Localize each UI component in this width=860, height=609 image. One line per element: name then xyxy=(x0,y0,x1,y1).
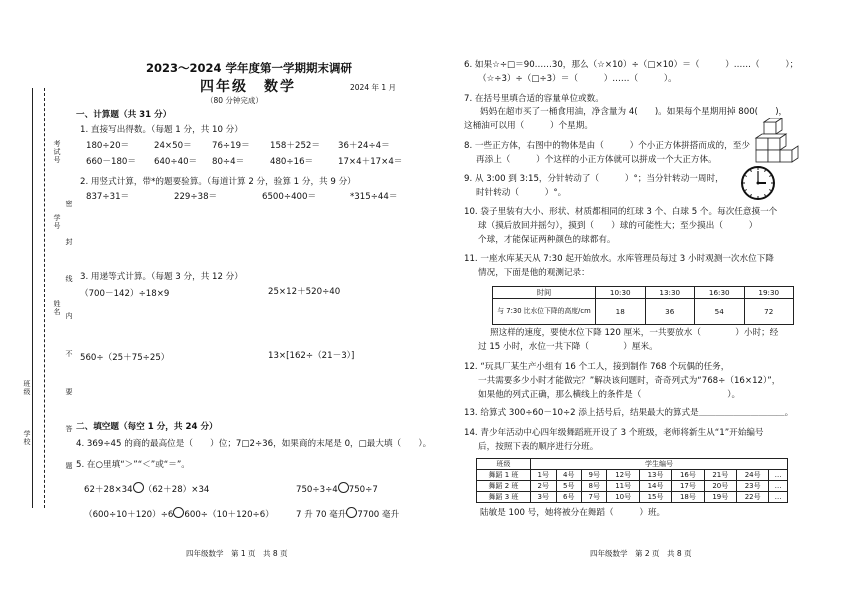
q8-text-b: 再添上（ ）个这样的小正方体就可以拼成一个大正方体。 xyxy=(476,155,717,165)
q11-text-d: 过 15 小时，水位一共下降（ ）厘米。 xyxy=(478,342,658,352)
class-cell: … xyxy=(769,481,788,492)
observation-table xyxy=(492,286,794,325)
obs-value-cell: 72 xyxy=(744,299,794,325)
class-cell: 12号 xyxy=(607,470,639,481)
q2-item: 6500÷400＝ xyxy=(262,192,317,202)
q12-text: 12. “玩具厂某生产小组有 16 个工人，接到制作 768 个玩偶的任务， xyxy=(464,362,730,372)
seal-word: 题 xyxy=(65,462,73,470)
q9-text-b: 时针转动（ ）°。 xyxy=(476,188,567,198)
q2-item: 837÷31＝ xyxy=(86,192,130,202)
q5-row1-right xyxy=(296,482,378,496)
class-cell: 11号 xyxy=(607,481,639,492)
duration: （80 分钟完成） xyxy=(206,96,263,105)
class-cell: … xyxy=(769,492,788,503)
obs-header-cell: 时间 xyxy=(493,287,596,299)
obs-value-cell: 54 xyxy=(695,299,745,325)
class-cell: 18号 xyxy=(672,492,704,503)
class-cell: 8号 xyxy=(581,481,606,492)
q7-text-b: 妈妈在超市买了一桶食用油，净含量为 4( )。如果每个星期用掉 800( )， xyxy=(480,107,788,117)
q3-item: （700－142）÷18×9 xyxy=(80,289,170,299)
q1-item: 640÷40＝ xyxy=(154,157,198,167)
q4-text: 4. 369÷45 的商的最高位是（ ）位；7□2÷36，如果商的末尾是 0，□最大填（ ）。 xyxy=(76,439,432,449)
class-name: 舞蹈 1 班 xyxy=(477,470,531,481)
binding-line-right xyxy=(44,88,45,508)
q1-item: 24×50＝ xyxy=(154,141,192,151)
margin-label-school: 学校 xyxy=(23,430,31,446)
class-cell: 2号 xyxy=(531,481,556,492)
binding-line-left xyxy=(32,88,33,508)
seal-word: 答 xyxy=(65,425,73,433)
class-cell: 9号 xyxy=(581,470,606,481)
q11-text-c: 照这样的速度，要使水位下降 120 厘米，一共要放水（ ）小时；经 xyxy=(490,328,779,338)
q13-text: 13. 给算式 300÷60－10÷2 添上括号后，结果最大的算式是＿＿＿＿＿＿＿＿＿＿。 xyxy=(464,408,794,418)
q12-text-c: 如果他的列式正确，那么横线上的条件是（ ）。 xyxy=(478,390,741,400)
clock-figure xyxy=(740,165,776,201)
q3-item: 560÷（25＋75÷25） xyxy=(80,353,170,363)
q8-text: 8. 一些正方体，右图中的物体是由（ ）个小正方体拼搭而成的，至少 xyxy=(464,141,750,151)
q1-item: 158＋252＝ xyxy=(270,141,320,151)
class-cell: 21号 xyxy=(704,470,736,481)
q14-text-b: 后，按照下表的顺序进行分班。 xyxy=(478,442,599,452)
class-cell: … xyxy=(769,470,788,481)
footer-page1: 四年级数学 第 1 页 共 8 页 xyxy=(186,549,288,558)
class-header-right: 学生编号 xyxy=(531,459,788,470)
obs-value-cell: 18 xyxy=(596,299,646,325)
class-cell: 5号 xyxy=(556,481,581,492)
q5-row2-left xyxy=(84,507,274,521)
seal-word: 封 xyxy=(65,238,73,246)
margin-label-exam-no: 考试号 xyxy=(53,140,61,164)
class-name: 舞蹈 2 班 xyxy=(477,481,531,492)
q11-text-b: 情况，下面是他的观测记录： xyxy=(478,268,590,278)
exam-date: 2024 年 1 月 xyxy=(350,83,397,92)
class-name: 舞蹈 3 班 xyxy=(477,492,531,503)
class-cell: 23号 xyxy=(736,481,768,492)
class-cell: 7号 xyxy=(581,492,606,503)
q1-item: 80÷4＝ xyxy=(212,157,245,167)
expr: 7 升 70 毫升 xyxy=(296,510,347,520)
expr: 600÷（10＋120÷6） xyxy=(184,510,274,520)
compare-circle[interactable] xyxy=(133,482,144,493)
class-cell: 24号 xyxy=(736,470,768,481)
class-cell: 16号 xyxy=(672,470,704,481)
margin-label-name: 姓名 xyxy=(53,300,61,316)
expr: 750÷7 xyxy=(348,485,378,495)
grade-subject: 四年级 数学 xyxy=(200,79,296,95)
footer-page2: 四年级数学 第 2 页 共 8 页 xyxy=(590,549,692,558)
q10-text-b: 球（摸后放回并摇匀），摸到（ ）球的可能性大；至少摸出（ ） xyxy=(478,221,758,231)
q5-heading: 5. 在○里填“＞”“＜”或“＝”。 xyxy=(76,460,190,470)
compare-circle[interactable] xyxy=(338,482,349,493)
class-cell: 13号 xyxy=(639,470,671,481)
q3-item: 13×[162÷（21－3）] xyxy=(268,351,355,361)
class-cell: 22号 xyxy=(736,492,768,503)
compare-circle[interactable] xyxy=(173,507,184,518)
section1-heading: 一、计算题（共 31 分） xyxy=(76,110,172,120)
class-cell: 20号 xyxy=(704,481,736,492)
class-cell: 15号 xyxy=(639,492,671,503)
expr: （600÷10＋120）÷6 xyxy=(84,510,174,520)
class-cell: 17号 xyxy=(672,481,704,492)
obs-row-label: 与 7:30 比水位下降的高度/cm xyxy=(493,299,596,325)
class-header-left: 班级 xyxy=(477,459,531,470)
q3-heading: 3. 用递等式计算。（每题 3 分，共 12 分） xyxy=(80,272,243,282)
compare-circle[interactable] xyxy=(346,507,357,518)
q14-text: 14. 青少年活动中心四年级舞蹈班开设了 3 个班级，老师将新生从“1”开始编号 xyxy=(464,428,764,438)
expr: 7700 毫升 xyxy=(357,510,400,520)
margin-label-class: 班级 xyxy=(23,380,31,396)
obs-header-cell: 13:30 xyxy=(645,287,695,299)
q7-text-c: 这桶油可以用（ ）个星期。 xyxy=(464,121,593,131)
class-cell: 19号 xyxy=(704,492,736,503)
obs-header-cell: 16:30 xyxy=(695,287,745,299)
class-cell: 6号 xyxy=(556,492,581,503)
class-cell: 1号 xyxy=(531,470,556,481)
q10-text-c: 个球，才能保证两种颜色的球都有。 xyxy=(478,235,616,245)
q6-text: 6. 如果☆÷□＝90……30，那么（☆×10）÷（□×10）＝（ ）……（ ）； xyxy=(464,60,799,70)
class-table xyxy=(476,458,788,503)
q7-text: 7. 在括号里填合适的容量单位或数。 xyxy=(464,94,604,104)
q5-row2-right xyxy=(296,507,399,521)
class-cell: 14号 xyxy=(639,481,671,492)
seal-word: 要 xyxy=(65,388,73,396)
expr: 62＋28×34 xyxy=(84,485,133,495)
q1-item: 660－180＝ xyxy=(86,157,136,167)
obs-header-cell: 10:30 xyxy=(596,287,646,299)
q9-text: 9. 从 3:00 到 3:15，分针转动了（ ）°；当分针转动一周时， xyxy=(464,174,724,184)
exam-title: 2023～2024 学年度第一学期期末调研 xyxy=(146,61,353,75)
seal-word: 不 xyxy=(65,350,73,358)
q1-heading: 1. 直接写出得数。（每题 1 分，共 10 分） xyxy=(80,125,243,135)
q3-item: 25×12＋520÷40 xyxy=(268,287,341,297)
margin-label-student-no: 学号 xyxy=(53,214,61,230)
seal-word: 密 xyxy=(65,200,73,208)
q14-text-c: 陆敏是 100 号，她将被分在舞蹈（ ）班。 xyxy=(480,508,666,518)
q6-text-b: （☆÷3）÷（□÷3）＝（ ）……（ ）。 xyxy=(478,74,677,84)
expr: （62＋28）×34 xyxy=(143,485,210,495)
q2-heading: 2. 用竖式计算，带*的题要验算。（每道计算 2 分，验算 1 分，共 9 分） xyxy=(80,177,356,187)
expr: 750÷3÷4 xyxy=(296,485,338,495)
q1-item: 76÷19＝ xyxy=(212,141,250,151)
cube-stack-figure xyxy=(752,118,802,166)
q2-item: 229÷38＝ xyxy=(174,192,218,202)
q1-item: 36＋24÷4＝ xyxy=(338,141,390,151)
section2-heading: 二、填空题（每空 1 分，共 24 分） xyxy=(76,422,218,432)
q1-item: 480÷16＝ xyxy=(270,157,314,167)
class-cell: 3号 xyxy=(531,492,556,503)
seal-word: 线 xyxy=(65,275,73,283)
obs-value-cell: 36 xyxy=(645,299,695,325)
q2-item: *315÷44＝ xyxy=(350,192,398,202)
q10-text: 10. 袋子里装有大小、形状、材质都相同的红球 3 个、白球 5 个。每次任意摸一个 xyxy=(464,207,778,217)
q1-item: 17×4＋17×4＝ xyxy=(338,157,403,167)
class-cell: 4号 xyxy=(556,470,581,481)
q1-item: 180÷20＝ xyxy=(86,141,130,151)
class-cell: 10号 xyxy=(607,492,639,503)
seal-word: 内 xyxy=(65,312,73,320)
obs-header-cell: 19:30 xyxy=(744,287,794,299)
q11-text: 11. 一座水库某天从 7:30 起开始放水。水库管理员每过 3 小时观测一次水位下降 xyxy=(464,254,774,264)
q5-row1-left xyxy=(84,482,209,496)
q12-text-b: 一共需要多少小时才能做完？”解决该问题时，奇奇列式为“768÷（16×12）”， xyxy=(478,376,781,386)
